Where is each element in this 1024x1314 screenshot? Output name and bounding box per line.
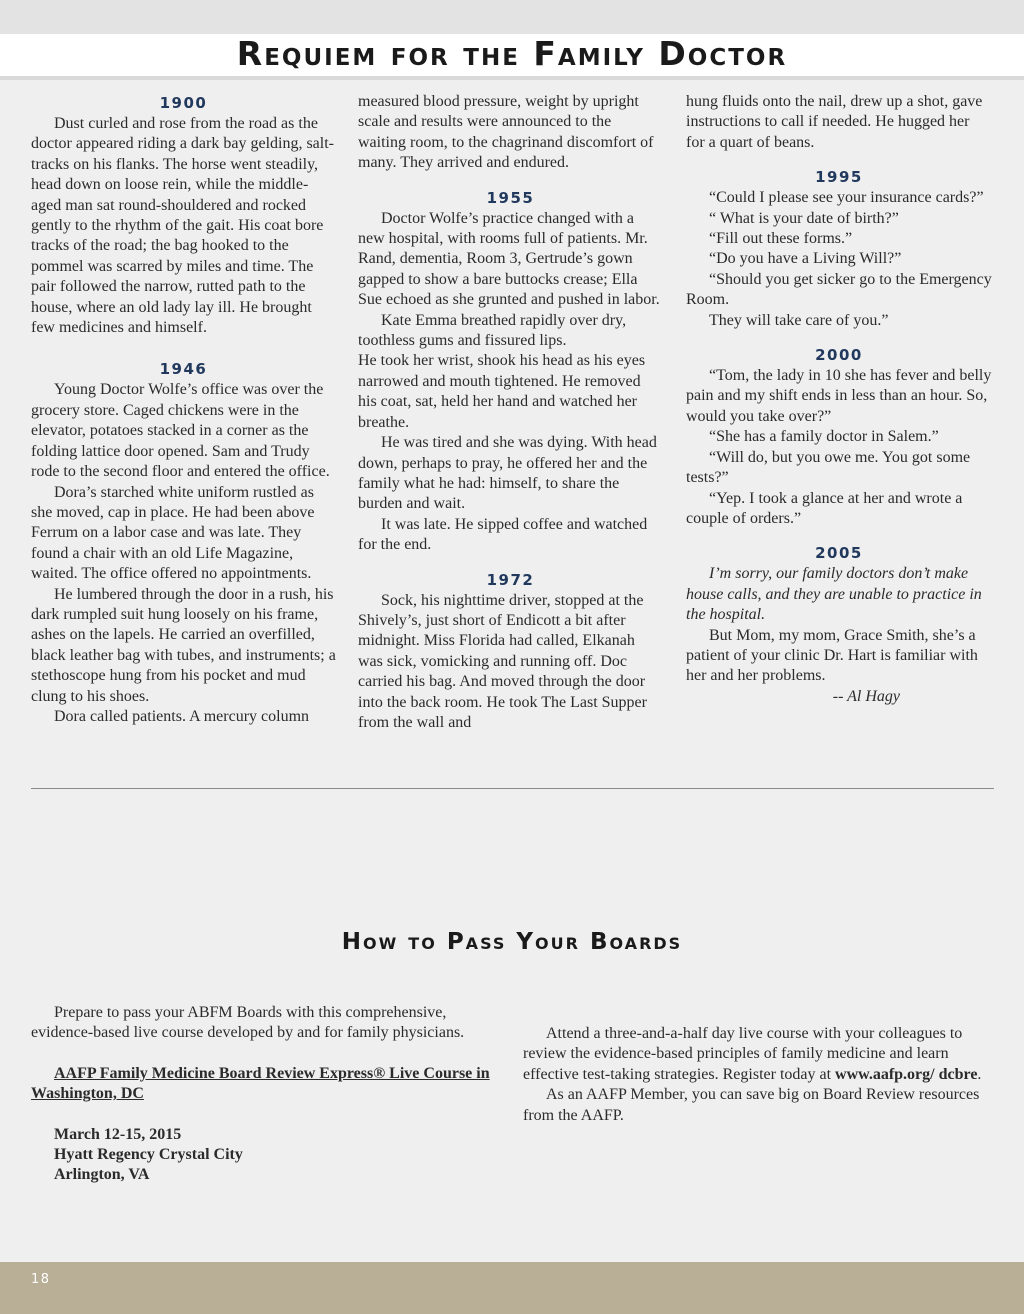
year-heading-1972: 1972 <box>486 570 535 589</box>
article-column-1 <box>31 92 336 727</box>
page-title: Requiem for the Family Doctor <box>236 34 788 73</box>
year-heading-1995: 1995 <box>815 168 863 187</box>
paragraph-2000-3: “Will do, but you owe me. You got some tests?” <box>686 448 971 487</box>
paragraph-1955-3: He took her wrist, shook his head as his eyes narrowed and mouth tightened. He removed his coat, sat, held her hand and watched her breathe. <box>358 352 646 431</box>
year-heading-1955: 1955 <box>486 188 535 207</box>
article-column-3 <box>686 92 992 707</box>
paragraph-1995-4: “Do you have a Living Will?” <box>709 250 902 268</box>
paragraph-1955-1: Doctor Wolfe’s practice changed with a new hospital, with rooms full of patients. Mr. Rand, dementia, Room 3, Gertrude’s gown gapped to show a bare buttocks crease; Ella Sue echoed as she grunted and pushed in labor. <box>358 209 660 309</box>
page-number: 18 <box>31 1272 51 1287</box>
paragraph-1955-5: It was late. He sipped coffee and watched for the end. <box>358 515 648 554</box>
course-link[interactable]: AAFP Family Medicine Board Review Express® Live Course in Washington, DC <box>31 1064 490 1103</box>
event-details <box>31 1125 511 1186</box>
section-divider <box>31 788 994 789</box>
paragraph-1955-4: He was tired and she was dying. With head down, perhaps to pray, he offered her and the family what he had: himself, to share the burden and wait. <box>358 434 657 513</box>
event-city: Arlington, VA <box>54 1166 150 1184</box>
year-heading-2000: 2000 <box>815 346 863 365</box>
paragraph-2000-2: “She has a family doctor in Salem.” <box>709 428 939 446</box>
paragraph-1995-6: They will take care of you.” <box>709 311 889 329</box>
article-column-2 <box>358 92 663 733</box>
register-url-link[interactable]: www.aafp.org/ dcbre <box>835 1065 978 1083</box>
paragraph-2005-2: But Mom, my mom, Grace Smith, she’s a patient of your clinic Dr. Hart is familiar with her and her problems. <box>686 626 978 685</box>
paragraph-1946-4: Dora called patients. A mercury column <box>54 707 310 725</box>
ad-right-paragraph-1 <box>523 1024 988 1085</box>
paragraph-2000-1: “Tom, the lady in 10 she has fever and belly pain and my shift ends in less than an hour. So, would you take over?” <box>686 367 992 425</box>
ad-title: How to Pass Your Boards <box>341 929 683 955</box>
event-venue: Hyatt Regency Crystal City <box>54 1146 243 1164</box>
year-heading-2005: 2005 <box>815 544 863 563</box>
paragraph-1946-2: Dora’s starched white uniform rustled as she moved, cap in place. He had been above Ferrum on a labor case and was late. They found a chair with an old Life Magazine, waited. The office offered no appointments. <box>31 483 315 583</box>
ad-right-column <box>523 1024 988 1126</box>
author-signature: -- Al Hagy <box>832 687 900 705</box>
year-heading-1946: 1946 <box>159 360 208 379</box>
ad-right-paragraph-2: As an AAFP Member, you can save big on Board Review resources from the AAFP. <box>523 1086 980 1124</box>
top-bar <box>0 0 1024 34</box>
paragraph-1972-2: hung fluids onto the nail, drew up a shot, gave instructions to call if needed. He hugged her for a quart of beans. <box>686 93 983 151</box>
paragraph-1995-1: “Could I please see your insurance cards?” <box>709 189 984 207</box>
paragraph-1995-5: “Should you get sicker go to the Emergency Room. <box>686 270 992 309</box>
paragraph-1900-1: Dust curled and rose from the road as the doctor appeared riding a dark bay gelding, salt-tracks on his flanks. The horse went steadily, head down on loose rein, while the middle-aged man sat round-shouldered and rocked gently to the rhythm of the gait. His coat bore tracks of the road; the bag hooked to the pommel was scarred by miles and time. The pair followed the narrow, rutted path to the house, where an old lady lay ill. He brought few medicines and himself. <box>31 115 334 337</box>
ad-left-column <box>31 1003 511 1186</box>
paragraph-2000-4: “Yep. I took a glance at her and wrote a couple of orders.” <box>686 489 963 527</box>
title-underline <box>0 76 1024 80</box>
event-date: March 12-15, 2015 <box>54 1125 182 1143</box>
paragraph-1972-1: Sock, his nighttime driver, stopped at the Shively’s, just short of Endicott a bit after midnight. Miss Florida had called, Elkanah was sick, vomicking and running off. Doc carried his bag. And moved through the door into the back room. He took The Last Supper from the wall and <box>358 591 647 731</box>
paragraph-1946-3: He lumbered through the door in a rush, his dark rumpled suit hung loosely on his frame, ashes on the lapels. He carried an overfilled, black leather bag with tubes, and instruments; a stethoscope hung from his pocket and mud clung to his shoes. <box>31 585 336 705</box>
paragraph-1995-2: “ What is your date of birth?” <box>709 209 899 227</box>
year-heading-1900: 1900 <box>159 94 208 112</box>
paragraph-1946-5: measured blood pressure, weight by upright scale and results were announced to the waiting room, to the chagrinand discomfort of many. They arrived and endured. <box>358 93 654 172</box>
ad-right-text-end: . <box>977 1065 982 1083</box>
ad-right-text: Attend a three-and-a-half day live course with your colleagues to review the evidence-based principles of family medicine and learn effective test-taking strategies. Register today at <box>523 1025 963 1083</box>
paragraph-1955-2: Kate Emma breathed rapidly over dry, toothless gums and fissured lips. <box>358 311 627 350</box>
ad-intro: Prepare to pass your ABFM Boards with this comprehensive, evidence-based live course developed by and for family physicians. <box>31 1004 465 1042</box>
footer-bar <box>0 1262 1024 1314</box>
paragraph-1946-1: Young Doctor Wolfe’s office was over the grocery store. Caged chickens were in the elevator, potatoes stacked in a corner as the folding lattice door opened. Sam and Trudy rode to the second floor and entered the office. <box>31 381 330 481</box>
paragraph-1995-3: “Fill out these forms.” <box>709 230 853 248</box>
paragraph-2005-1: I’m sorry, our family doctors don’t make house calls, and they are unable to practice in the hospital. <box>686 565 982 624</box>
